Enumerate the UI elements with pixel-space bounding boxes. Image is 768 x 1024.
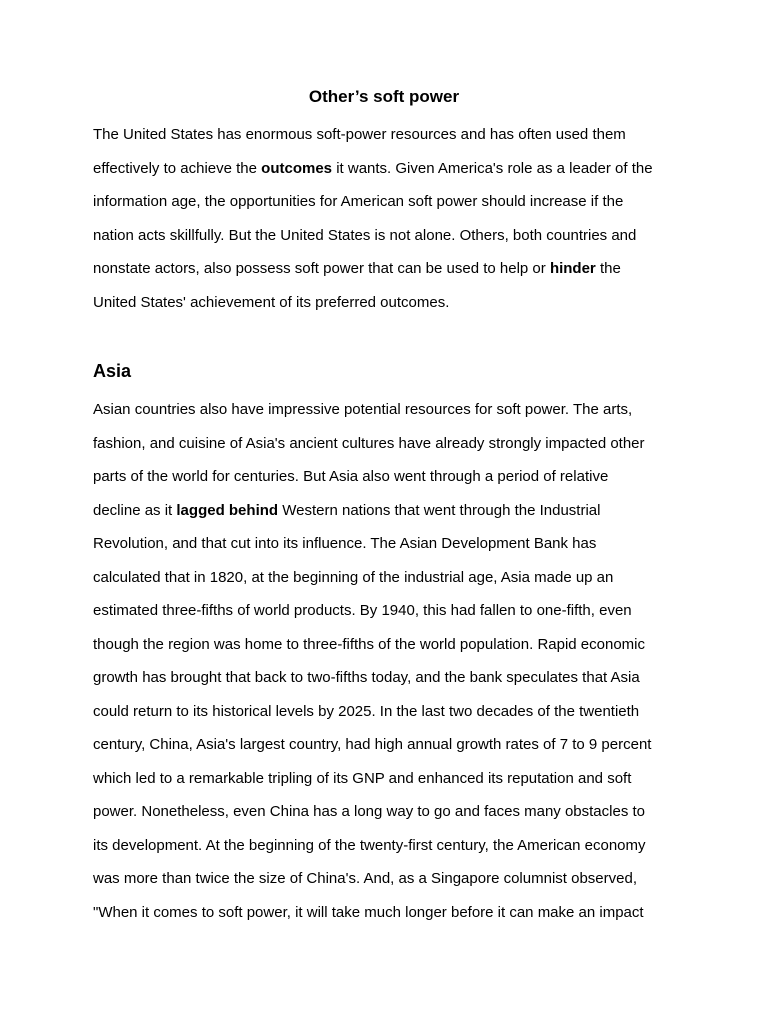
text-line: nation acts skillfully. But the United States is not alone. Others, both countries and bbox=[93, 226, 637, 244]
text-line: information age, the opportunities for American soft power should increase if the bbox=[93, 193, 624, 210]
intro-paragraph bbox=[93, 118, 683, 319]
page-title: Other’s soft power bbox=[308, 87, 460, 106]
text-line: decline as it lagged behind Western nations that went through the Industrial bbox=[93, 501, 601, 519]
text-line: fashion, and cuisine of Asia's ancient cultures have already strongly impacted other bbox=[93, 434, 645, 452]
text-line: century, China, Asia's largest country, had high annual growth rates of 7 to 9 percent bbox=[93, 736, 652, 753]
text-line: was more than twice the size of China's. And, as a Singapore columnist observed, bbox=[93, 870, 637, 887]
text-line: could return to its historical levels by 2025. In the last two decades of the twentieth bbox=[93, 702, 640, 720]
text-line: "When it comes to soft power, it will take much longer before it can make an impact bbox=[93, 903, 644, 921]
asia-paragraph bbox=[93, 393, 683, 929]
text-line: effectively to achieve the outcomes it wants. Given America's role as a leader of the bbox=[93, 159, 653, 177]
text-line: growth has brought that back to two-fifths today, and the bank speculates that Asia bbox=[93, 669, 640, 686]
text-line: which led to a remarkable tripling of its GNP and enhanced its reputation and soft bbox=[93, 769, 632, 787]
bold-term: hinder bbox=[549, 260, 596, 277]
text-line: Asian countries also have impressive potential resources for soft power. The arts, bbox=[93, 401, 633, 418]
bold-term: outcomes bbox=[261, 159, 333, 177]
text-line: parts of the world for centuries. But Asia also went through a period of relative bbox=[93, 468, 609, 485]
bold-term: lagged behind bbox=[176, 501, 279, 519]
text-line: United States' achievement of its preferred outcomes. bbox=[93, 293, 450, 311]
section-heading-asia: Asia bbox=[93, 361, 132, 381]
text-line: The United States has enormous soft-power resources and has often used them bbox=[93, 126, 626, 143]
text-line: nonstate actors, also possess soft power that can be used to help or hinder the bbox=[93, 260, 621, 277]
text-line: power. Nonetheless, even China has a long way to go and faces many obstacles to bbox=[93, 803, 646, 820]
text-line: though the region was home to three-fifths of the world population. Rapid economic bbox=[93, 635, 645, 653]
text-line: calculated that in 1820, at the beginning of the industrial age, Asia made up an bbox=[93, 568, 614, 586]
text-line: Revolution, and that cut into its influence. The Asian Development Bank has bbox=[93, 535, 597, 552]
text-line: its development. At the beginning of the twenty-first century, the American economy bbox=[93, 836, 646, 854]
text-line: estimated three-fifths of world products. By 1940, this had fallen to one-fifth, even bbox=[93, 602, 632, 619]
